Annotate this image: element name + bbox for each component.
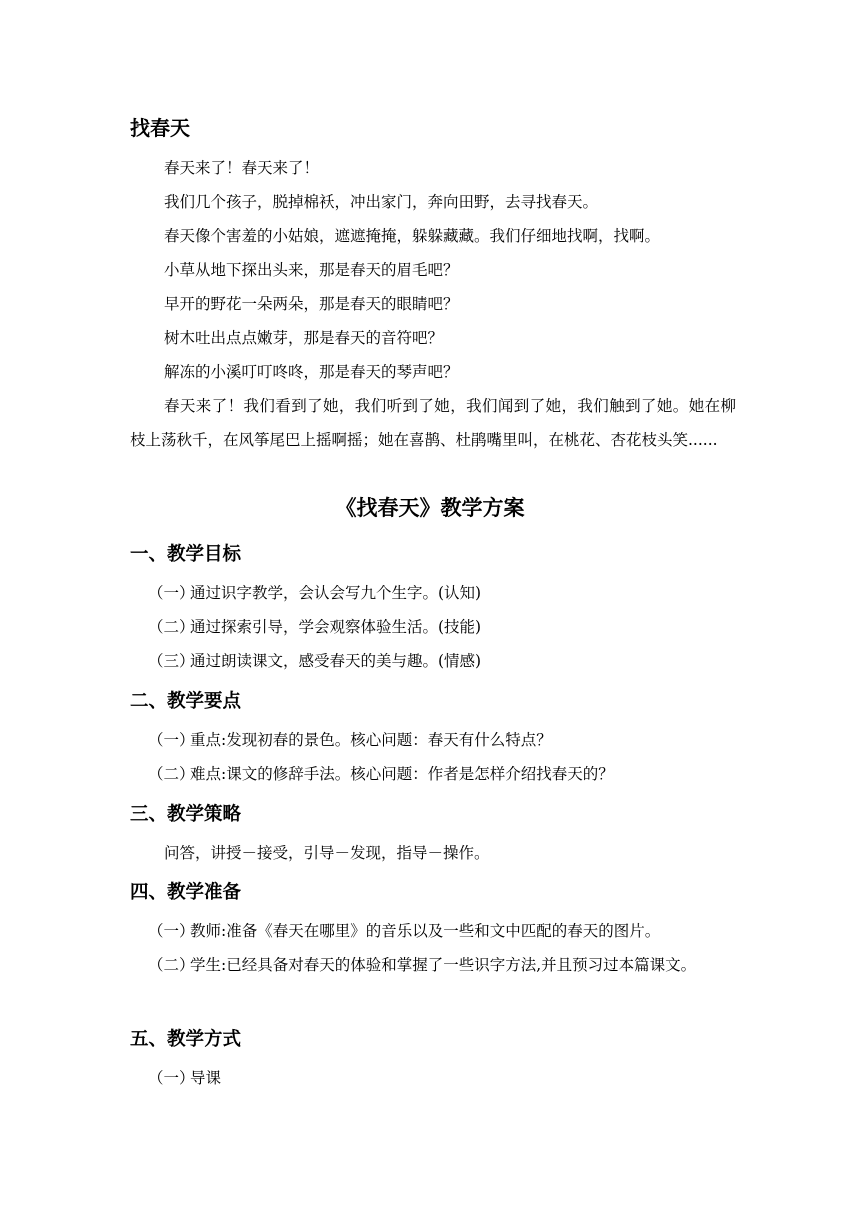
item-text: 难点:课文的修辞手法。核心问题：作者是怎样介绍找春天的？ [190, 765, 614, 783]
item-number: （二） [148, 956, 195, 974]
plan-title-main: 《找春天》教学 [335, 495, 483, 520]
item-number: （一） [148, 1069, 195, 1087]
story-paragraph: 春天来了！春天来了！ [164, 159, 320, 177]
list-item [148, 723, 552, 757]
section-heading-method: 五、教学方式 [130, 1029, 242, 1050]
item-text: 通过探索引导，学会观察体验生活。(技能) [190, 618, 482, 636]
list-item [148, 1061, 221, 1095]
item-text: 学生:已经具备对春天的体验和掌握了一些识字方法,并且预习过本篇课文。 [190, 956, 697, 974]
item-text: 通过识字教学，会认会写九个生字。(认知) [190, 584, 482, 602]
wrapped-item [130, 948, 736, 982]
plan-title-suffix: 方案 [482, 495, 525, 520]
list-item [130, 948, 736, 982]
list-item [148, 757, 614, 791]
section-heading-preparation: 四、教学准备 [130, 882, 242, 903]
item-number: （二） [148, 618, 195, 636]
list-item [148, 644, 481, 678]
item-text: 导课 [190, 1069, 222, 1087]
list-item [148, 576, 481, 610]
item-number: （一） [148, 731, 195, 749]
plan-title [0, 492, 860, 524]
story-body [130, 151, 736, 457]
item-number: （二） [148, 765, 195, 783]
story-paragraph: 解冻的小溪叮叮咚咚，那是春天的琴声吧？ [164, 363, 459, 381]
item-number: （一） [148, 584, 195, 602]
item-text: 重点:发现初春的景色。核心问题：春天有什么特点？ [190, 731, 552, 749]
section-heading-key-points: 二、教学要点 [130, 691, 242, 712]
list-item [148, 610, 481, 644]
section-heading-goals: 一、教学目标 [130, 544, 242, 565]
story-title: 找春天 [130, 116, 190, 140]
story-paragraph: 早开的野花一朵两朵，那是春天的眼睛吧？ [164, 295, 459, 313]
story-paragraph: 树木吐出点点嫩芽，那是春天的音符吧？ [164, 329, 444, 347]
item-number: （一） [148, 922, 195, 940]
story-paragraph: 春天像个害羞的小姑娘，遮遮掩掩，躲躲藏藏。我们仔细地找啊，找啊。 [164, 227, 661, 245]
story-paragraph: 小草从地下探出头来，那是春天的眉毛吧？ [164, 261, 459, 279]
item-number: （三） [148, 652, 195, 670]
list-item [148, 914, 660, 948]
section-heading-strategy: 三、教学策略 [130, 804, 242, 825]
story-paragraph: 春天来了！我们看到了她，我们听到了她，我们闻到了她，我们触到了她。她在柳枝上荡秋千，在风筝尾巴上摇啊摇；她在喜鹊、杜鹃嘴里叫，在桃花、杏花枝头笑...... [130, 397, 736, 449]
item-text: 通过朗读课文，感受春天的美与趣。(情感) [190, 652, 482, 670]
strategy-paragraph: 问答，讲授－接受，引导－发现，指导－操作。 [164, 844, 490, 862]
item-text: 教师:准备《春天在哪里》的音乐以及一些和文中匹配的春天的图片。 [190, 922, 661, 940]
story-paragraph: 我们几个孩子，脱掉棉袄，冲出家门，奔向田野，去寻找春天。 [164, 193, 599, 211]
